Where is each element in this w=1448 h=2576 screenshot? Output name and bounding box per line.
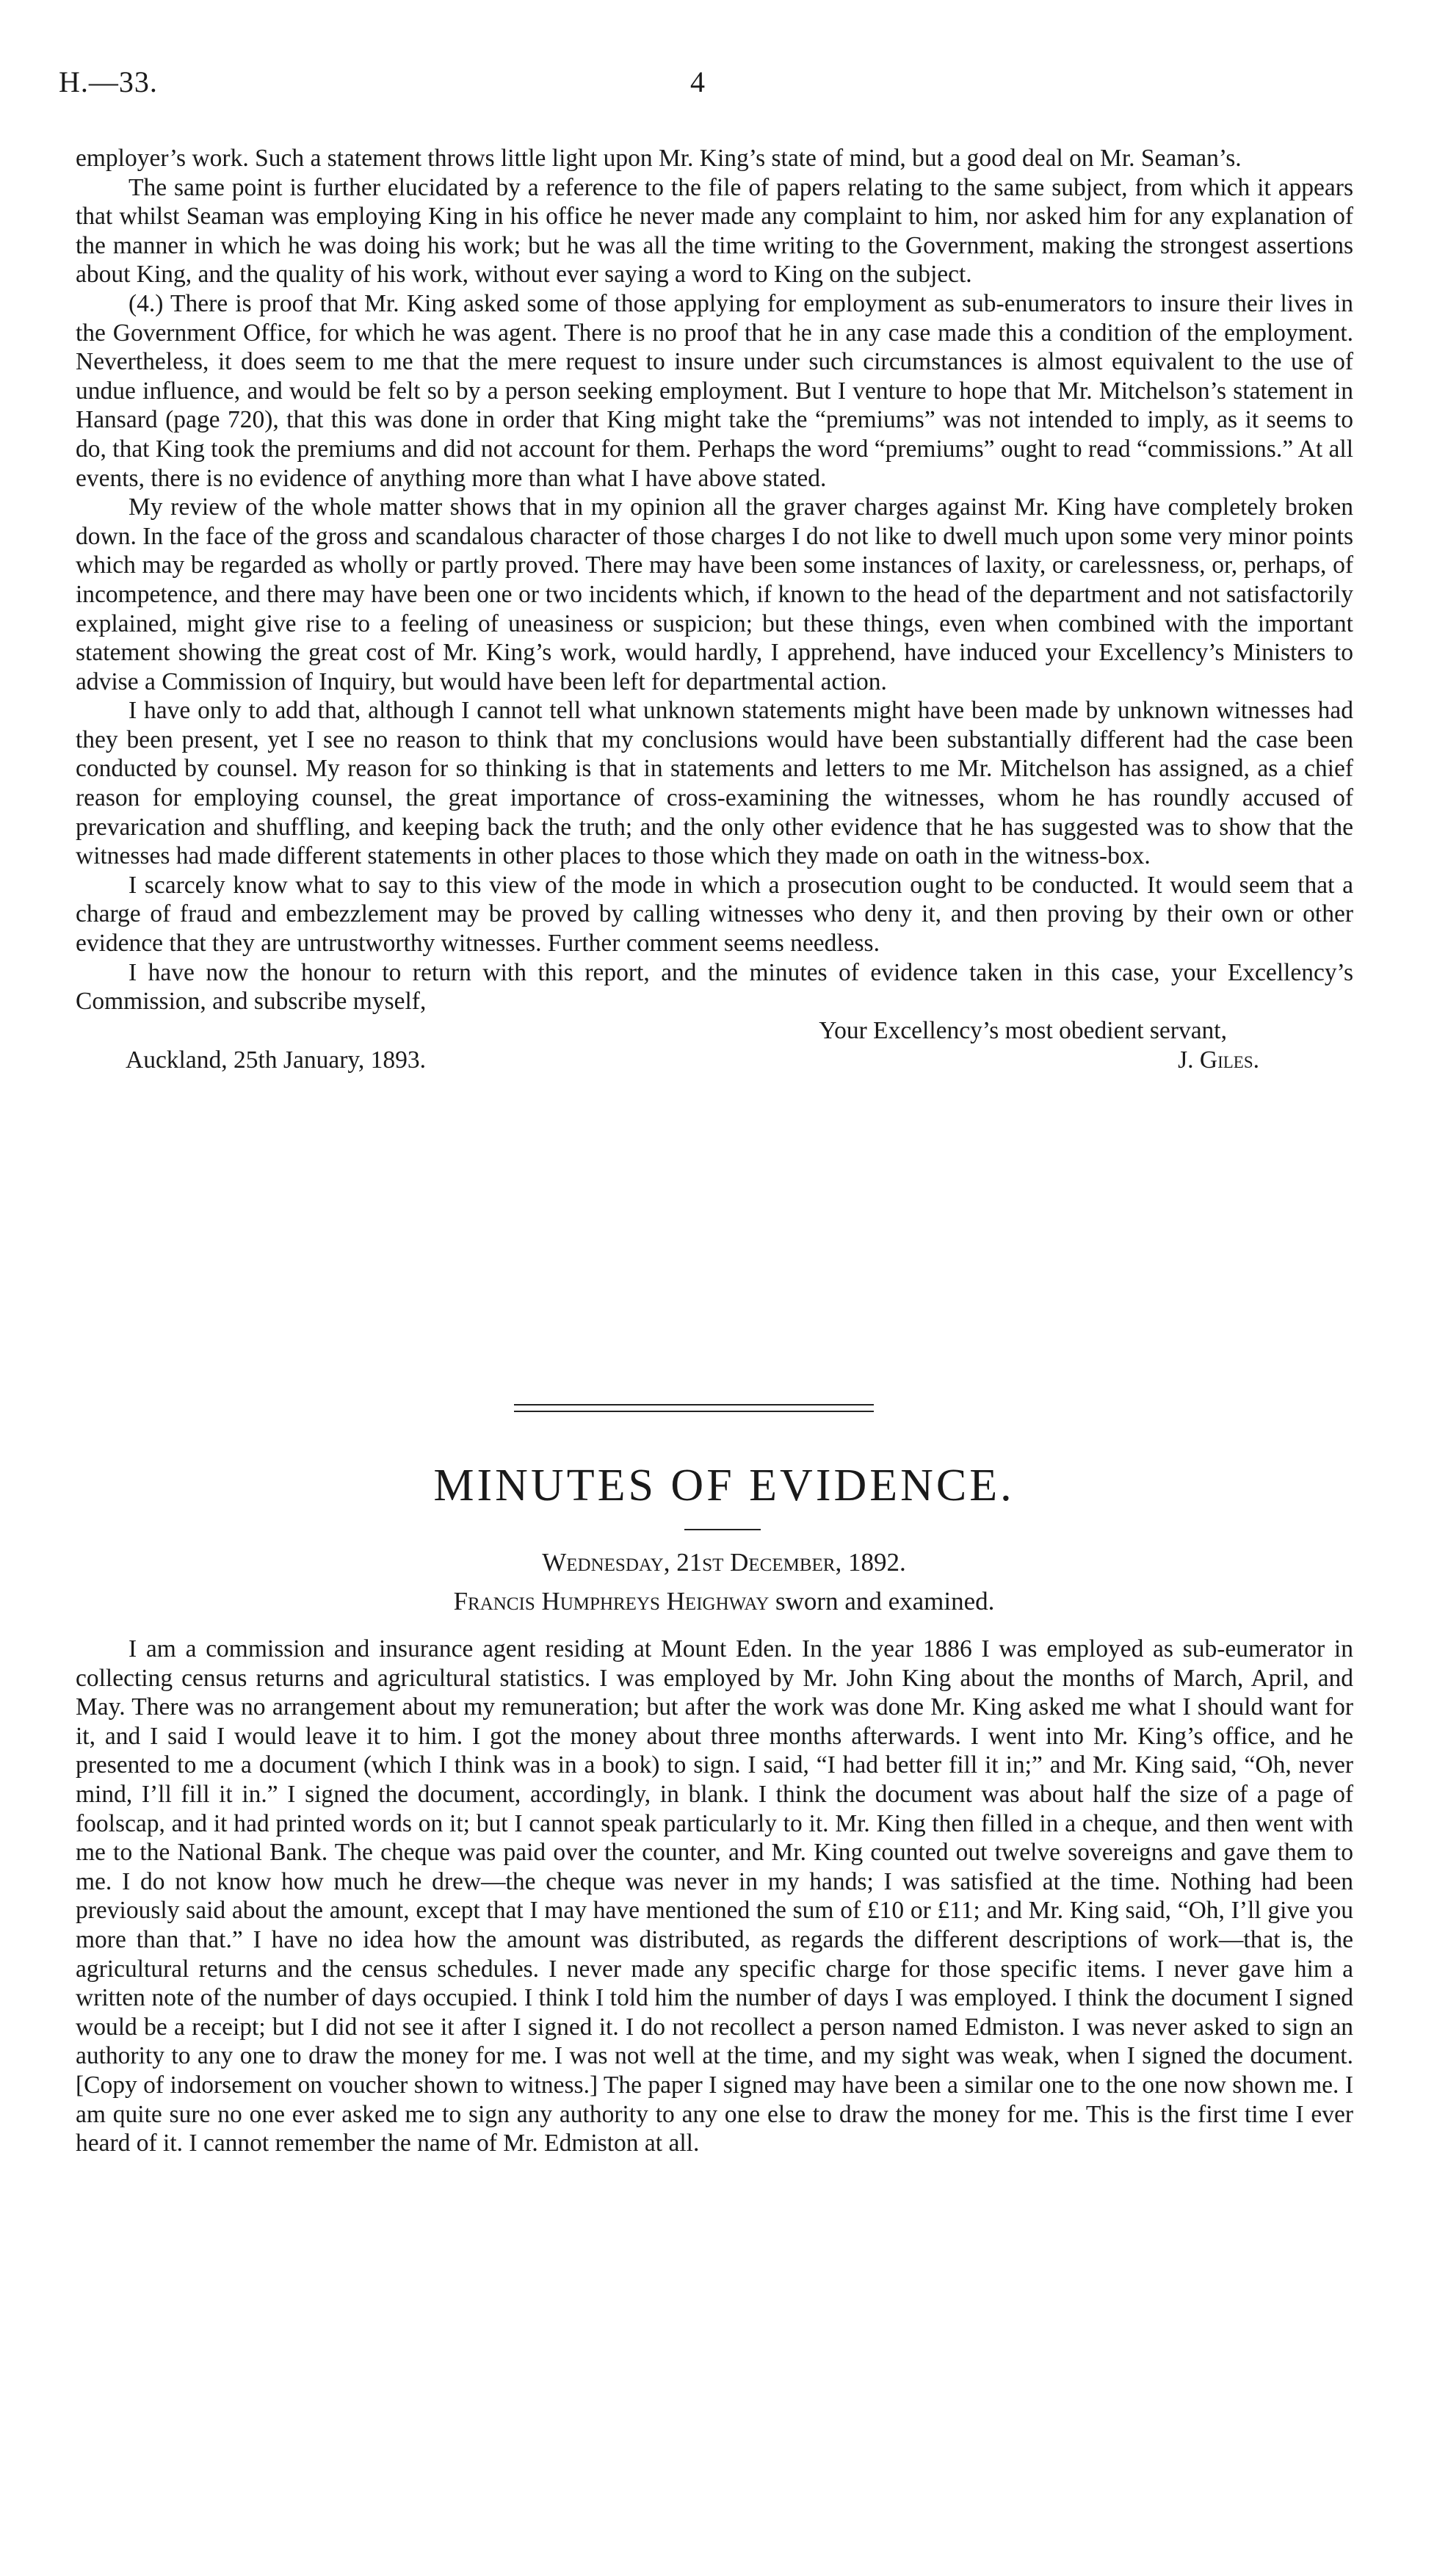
signature-row: [76, 1046, 1353, 1075]
report-paragraph: I scarcely know what to say to this view of the mode in which a prosecution ought to be conducted. It would seem that a charge of fraud and embezzlement may be proved by calling witnesses who deny it, and then proving by their own or other evidence that they are untrustworthy witnesses. Further comment seems needless.: [76, 871, 1353, 958]
witness-heading: [0, 1587, 1448, 1616]
running-head: [59, 65, 1366, 109]
report-paragraph: My review of the whole matter shows that in my opinion all the graver charges against Mr. King have completely broken down. In the face of the gross and scandalous character of those charges I do not like to dwell much upon some very minor points which may be regarded as wholly or partly proved. There may have been some instances of laxity, or carelessness, or, perhaps, of incompetence, and there may have been one or two incidents which, if known to the head of the department and not satisfactorily explained, might give rise to a feeling of uneasiness or suspicion; but these things, even when combined with the important statement showing the great cost of Mr. King’s work, would hardly, I apprehend, have induced your Excellency’s Ministers to advise a Commission of Inquiry, but would have been left for departmental action.: [76, 493, 1353, 695]
report-paragraph: I have only to add that, although I cannot tell what unknown statements might have been made by unknown witnesses had they been present, yet I see no reason to think that my conclusions would have been substantially different had the case been conducted by counsel. My reason for so thinking is that in statements and letters to me Mr. Mitchelson has assigned, as a chief reason for employing counsel, the great importance of cross-examining the witnesses, whom he has roundly accused of prevarication and shuffling, and keeping back the truth; and the only other evidence that he has suggested was to show that the witnesses had made different statements in other places to those which they made on oath in the witness-box.: [76, 697, 1353, 870]
closing-row: [76, 1016, 1353, 1046]
report-paragraph: I have now the honour to return with this report, and the minutes of evidence taken in this case, your Excellency’s Commission, and subscribe myself,: [76, 958, 1353, 1016]
place-date: Auckland, 25th January, 1893.: [126, 1046, 427, 1074]
report-paragraph: (4.) There is proof that Mr. King asked some of those applying for employment as sub-enumerators to insure their lives in the Government Office, for which he was agent. There is no proof that he in any case made this a condition of the employment. Nevertheless, it does seem to me that the mere request to insure under such circumstances is almost equivalent to the use of undue influence, and would be felt so by a person seeking employment. But I venture to hope that Mr. Mitchelson’s statement in Hansard (page 720), that this was done in order that King might take the “premiums” was not intended to imply, as it seems to do, that King took the premiums and did not account for them. Perhaps the word “premiums” ought to read “commissions.” At all events, there is no evidence of anything more than what I have above stated.: [76, 289, 1353, 492]
paper-reference: H.—33.: [59, 65, 158, 98]
witness-suffix: sworn and examined.: [769, 1587, 995, 1616]
report-text: [76, 144, 1353, 1075]
page-number: 4: [690, 65, 705, 98]
section-title: MINUTES OF EVIDENCE.: [433, 1461, 1015, 1510]
evidence-text: [76, 1635, 1353, 2158]
testimony-paragraph: I am a commission and insurance agent residing at Mount Eden. In the year 1886 I was employed as sub-eumerator in collecting census returns and agricultural statistics. I was employed by Mr. John King about the months of March, April, and May. There was no arrangement about my remuneration; but after the work was done Mr. King asked me what I should want for it, and I said I would leave it to him. I got the money about three months afterwards. I went into Mr. King’s office, and he presented to me a document (which I think was in a book) to sign. I said, “I had better fill it in;” and Mr. King said, “Oh, never mind, I’ll fill it in.” I signed the document, accordingly, in blank. I think the document was about half the size of a page of foolscap, and it had printed words on it; but I cannot speak particularly to it. Mr. King then filled in a cheque, and then went with me to the National Bank. The cheque was paid over the counter, and Mr. King counted out twelve sovereigns and gave them to me. I do not know how much he drew—the cheque was never in my hands; I was satisfied at the time. Nothing had been previously said about the amount, except that I may have mentioned the sum of £10 or £11; and Mr. King said, “Oh, I’ll give you more than that.” I have no idea how the amount was distributed, as regards the different descriptions of work—that is, the agricultural returns and the census schedules. I never made any specific charge for those specific items. I never gave him a written note of the number of days occupied. I think I told him the number of days I was employed. I think the document I signed would be a receipt; but I did not see it after I signed it. I do not recollect a person named Edmiston. I was never asked to sign an authority to any one to draw the money for me. I was not well at the time, and my sight was weak, when I signed the document. [Copy of indorsement on voucher shown to witness.] The paper I signed may have been a similar one to the one now shown me. I am quite sure no one ever asked me to sign any authority to any one else to draw the money for me. This is the first time I ever heard of it. I cannot remember the name of Mr. Edmiston at all.: [76, 1635, 1353, 2157]
closing-salutation: Your Excellency’s most obedient servant,: [819, 1016, 1227, 1044]
signature: J. Giles.: [1178, 1046, 1259, 1074]
witness-name: Francis Humphreys Heighway: [453, 1587, 770, 1616]
report-paragraph: employer’s work. Such a statement throws little light upon Mr. King’s state of mind, but a good deal on Mr. Seaman’s.: [76, 145, 1242, 172]
report-paragraph: The same point is further elucidated by a reference to the file of papers relating to the same subject, from which it appears that whilst Seaman was employing King in his office he never made any complaint to him, nor asked him for any explanation of the manner in which he was doing his work; but he was all the time writing to the Government, making the strongest assertions about King, and the quality of his work, without ever saying a word to King on the subject.: [76, 173, 1353, 289]
section-divider: [514, 1404, 874, 1412]
title-underline: [684, 1529, 761, 1530]
session-date: Wednesday, 21st December, 1892.: [542, 1548, 906, 1577]
